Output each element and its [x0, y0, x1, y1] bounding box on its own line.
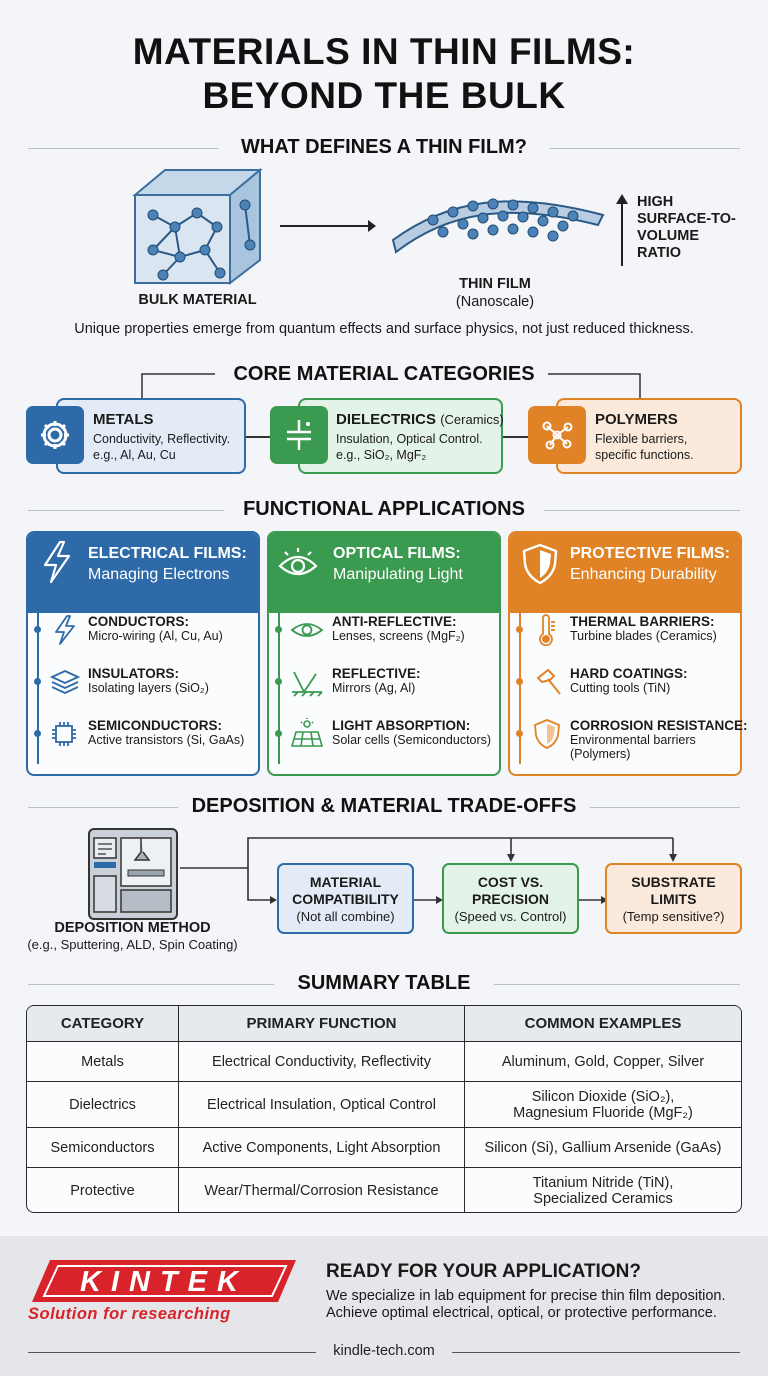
- timeline-line: [278, 612, 280, 764]
- cta-title: READY FOR YOUR APPLICATION?: [326, 1261, 641, 1282]
- table-cell: Electrical Conductivity, Reflectivity: [179, 1042, 465, 1082]
- item-insulators: INSULATORS: Isolating layers (SiO₂): [88, 666, 209, 695]
- table-header-row: [27, 1006, 742, 1042]
- summary-table: [26, 1005, 742, 1213]
- item-anti-reflective: ANTI-REFLECTIVE: Lenses, screens (MgF₂): [332, 614, 465, 643]
- section-heading-categories: CORE MATERIAL CATEGORIES: [233, 363, 535, 385]
- table-cell: Aluminum, Gold, Copper, Silver: [465, 1042, 742, 1082]
- section-heading-summary: SUMMARY TABLE: [297, 972, 471, 994]
- connector: [500, 436, 528, 438]
- column-header: PRIMARY FUNCTION: [179, 1006, 465, 1042]
- lightning-icon: [40, 540, 74, 584]
- lightning-icon: [52, 614, 78, 646]
- bullet: [516, 626, 523, 633]
- bullet: [34, 730, 41, 737]
- item-thermal-barriers: THERMAL BARRIERS: Turbine blades (Ceramics): [570, 614, 717, 643]
- table-cell: Active Components, Light Absorption: [179, 1128, 465, 1168]
- tradeoff-material-compatibility: MATERIAL COMPATIBILITY (Not all combine): [277, 863, 414, 934]
- hammer-icon: [532, 668, 564, 698]
- thin-film-sublabel: (Nanoscale): [455, 294, 535, 310]
- deposition-machine-icon: [86, 826, 180, 922]
- chip-icon: [50, 720, 78, 748]
- deposition-method-sublabel: (e.g., Sputtering, ALD, Spin Coating): [27, 937, 238, 952]
- arrow-right-icon: [278, 216, 378, 236]
- table-cell: Electrical Insulation, Optical Control: [179, 1082, 465, 1128]
- timeline-line: [519, 612, 521, 764]
- bulk-material-label: BULK MATERIAL: [138, 292, 257, 308]
- table-cell: Metals: [27, 1042, 179, 1082]
- table-cell: Titanium Nitride (TiN), Specialized Ceramics: [465, 1168, 742, 1214]
- tradeoff-cost-vs-precision: COST VS. PRECISION (Speed vs. Control): [442, 863, 579, 934]
- eye-icon: [290, 618, 324, 642]
- category-polymers-text: POLYMERS Flexible barriers, specific functions.: [595, 411, 694, 462]
- title-line-2: BEYOND THE BULK: [202, 75, 566, 116]
- item-conductors: CONDUCTORS: Micro-wiring (Al, Cu, Au): [88, 614, 223, 643]
- solar-panel-icon: [290, 718, 324, 748]
- section-heading-tradeoffs: DEPOSITION & MATERIAL TRADE-OFFS: [191, 795, 577, 817]
- column-header: CATEGORY: [27, 1006, 179, 1042]
- divider: [28, 1352, 316, 1353]
- layers-icon: [50, 668, 80, 696]
- panel-protective-title: PROTECTIVE FILMS: Enhancing Durability: [570, 545, 730, 583]
- bulk-material-cube-illustration: [125, 165, 270, 285]
- bullet: [34, 626, 41, 633]
- deposition-method-label: DEPOSITION METHOD: [54, 920, 211, 936]
- table-row: [27, 1082, 742, 1128]
- item-reflective: REFLECTIVE: Mirrors (Ag, Al): [332, 666, 421, 695]
- table-row: [27, 1042, 742, 1082]
- bullet: [275, 678, 282, 685]
- item-hard-coatings: HARD COATINGS: Cutting tools (TiN): [570, 666, 688, 695]
- table-cell: Wear/Thermal/Corrosion Resistance: [179, 1168, 465, 1214]
- section-heading-applications: FUNCTIONAL APPLICATIONS: [243, 498, 525, 520]
- bullet: [34, 678, 41, 685]
- shield-icon: [520, 542, 560, 586]
- item-semiconductors: SEMICONDUCTORS: Active transistors (Si, GaAs): [88, 718, 245, 747]
- title-line-1: MATERIALS IN THIN FILMS:: [132, 31, 636, 72]
- category-dielectrics-text: DIELECTRICS (Ceramics) Insulation, Optical Control. e.g., SiO₂, MgF₂: [336, 411, 504, 462]
- tradeoff-substrate-limits: SUBSTRATE LIMITS (Temp sensitive?): [605, 863, 742, 934]
- table-row: [27, 1128, 742, 1168]
- tagline: Solution for researching: [28, 1305, 231, 1323]
- thin-film-label: THIN FILM: [459, 276, 531, 292]
- table-cell: Semiconductors: [27, 1128, 179, 1168]
- thin-film-illustration: [388, 190, 610, 270]
- panel-optical-title: OPTICAL FILMS: Manipulating Light: [333, 545, 463, 583]
- item-light-absorption: LIGHT ABSORPTION: Solar cells (Semiconductors): [332, 718, 492, 747]
- reflect-icon: [290, 668, 324, 698]
- surface-to-volume-label: HIGH SURFACE-TO- VOLUME RATIO: [637, 194, 736, 261]
- bullet: [275, 626, 282, 633]
- panel-electrical-title: ELECTRICAL FILMS: Managing Electrons: [88, 545, 247, 583]
- table-cell: Silicon (Si), Gallium Arsenide (GaAs): [465, 1128, 742, 1168]
- logo-text: KINTEK: [80, 1266, 248, 1298]
- category-metals-text: METALS Conductivity, Reflectivity. e.g., Al, Au, Cu: [93, 411, 231, 462]
- timeline-line: [37, 612, 39, 764]
- bullet: [275, 730, 282, 737]
- shield-icon: [532, 718, 562, 750]
- divider: [452, 1352, 740, 1353]
- thermometer-icon: [534, 614, 558, 646]
- eye-icon: [277, 546, 319, 580]
- table-cell: Dielectrics: [27, 1082, 179, 1128]
- page-title: [0, 30, 768, 118]
- bullet: [516, 678, 523, 685]
- section-heading-thin-film: WHAT DEFINES A THIN FILM?: [241, 136, 527, 158]
- kintek-logo: [28, 1258, 298, 1308]
- arrow-up-icon: [612, 192, 632, 268]
- molecule-icon: [528, 406, 586, 464]
- column-header: COMMON EXAMPLES: [465, 1006, 742, 1042]
- table-cell: Protective: [27, 1168, 179, 1214]
- gear-icon: [26, 406, 84, 464]
- item-corrosion-resistance: CORROSION RESISTANCE: Environmental barriers (Polymers): [570, 718, 748, 761]
- website-link[interactable]: kindle-tech.com: [333, 1343, 435, 1359]
- capacitor-icon: [270, 406, 328, 464]
- connector: [246, 436, 270, 438]
- table-cell: Silicon Dioxide (SiO₂), Magnesium Fluoride (MgF₂): [465, 1082, 742, 1128]
- thin-film-caption: Unique properties emerge from quantum effects and surface physics, not just reduced thickness.: [74, 321, 694, 337]
- bullet: [516, 730, 523, 737]
- table-row: [27, 1168, 742, 1214]
- cta-text: We specialize in lab equipment for precise thin film deposition. Achieve optimal electrical, optical, or protective performance.: [326, 1288, 726, 1321]
